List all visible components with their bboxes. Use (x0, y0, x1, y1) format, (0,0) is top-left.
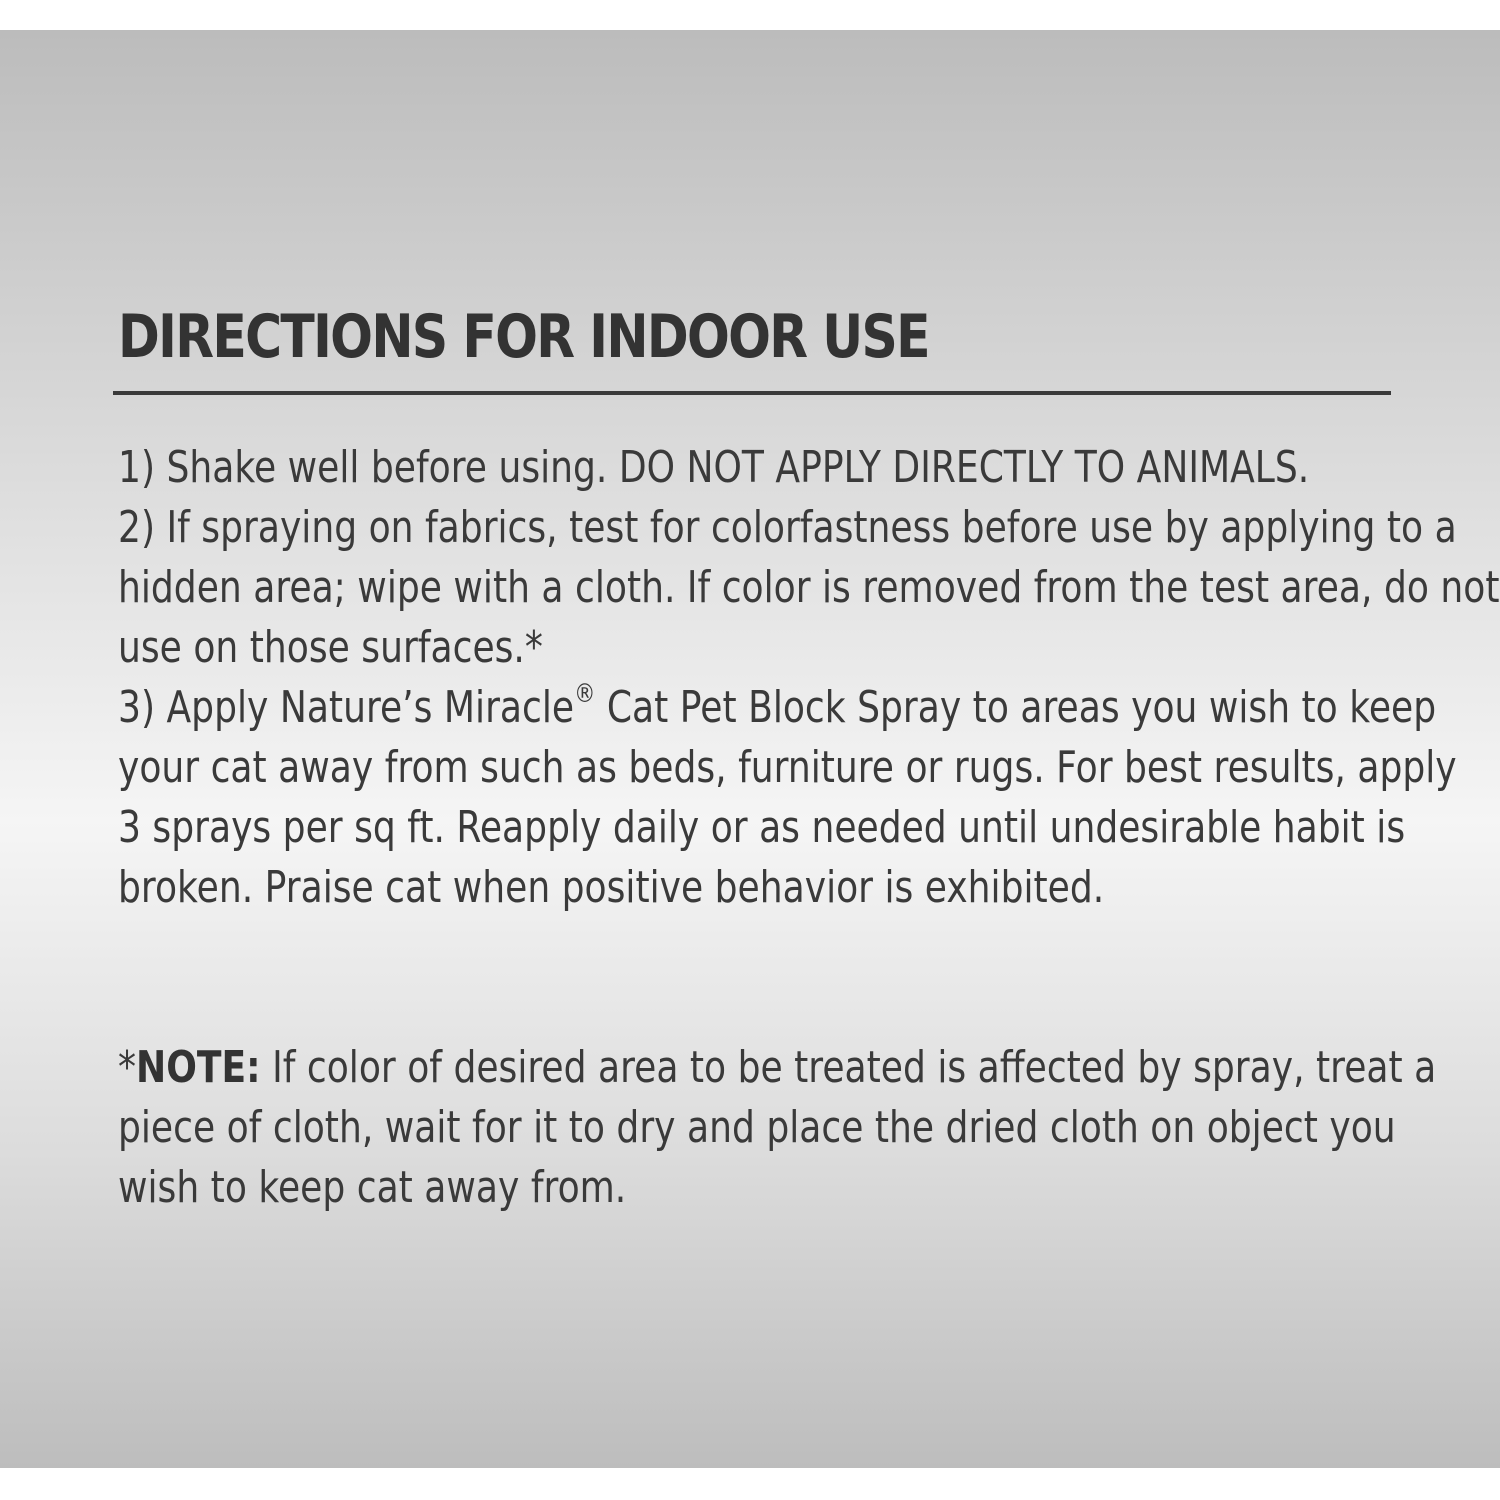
note-label: NOTE: (136, 1042, 261, 1093)
note-line-1 (118, 1038, 1437, 1098)
note-text-1: If color of desired area to be treated is affected by spray, treat a (260, 1042, 1437, 1093)
heading-divider (113, 391, 1391, 395)
step-3-line-2: your cat away from such as beds, furniture or rugs. For best results, apply (118, 742, 1457, 793)
step-3-line-1 (118, 678, 1437, 738)
step-2-line-1: 2) If spraying on fabrics, test for colorfastness before use by applying to a (118, 502, 1457, 553)
note-line-2: piece of cloth, wait for it to dry and place the dried cloth on object you (118, 1102, 1396, 1153)
step-2-line-3: use on those surfaces.* (118, 622, 543, 673)
step-3-text-start: 3) Apply Nature’s Miracle (118, 682, 575, 733)
directions-heading: DIRECTIONS FOR INDOOR USE (118, 302, 929, 372)
directions-steps (118, 438, 1500, 918)
step-1-line: 1) Shake well before using. DO NOT APPLY DIRECTLY TO ANIMALS. (118, 442, 1310, 493)
note-asterisk: * (118, 1042, 137, 1093)
note-line-3: wish to keep cat away from. (118, 1162, 627, 1213)
directions-panel (0, 30, 1500, 1468)
step-2-line-2: hidden area; wipe with a cloth. If color is removed from the test area, do not (118, 562, 1500, 613)
step-3-line-4: broken. Praise cat when positive behavior is exhibited. (118, 862, 1105, 913)
step-3-line-3: 3 sprays per sq ft. Reapply daily or as needed until undesirable habit is (118, 802, 1406, 853)
step-3-text-end: Cat Pet Block Spray to areas you wish to keep (595, 682, 1437, 733)
note-section (118, 1038, 1437, 1218)
registered-mark: ® (574, 679, 596, 710)
